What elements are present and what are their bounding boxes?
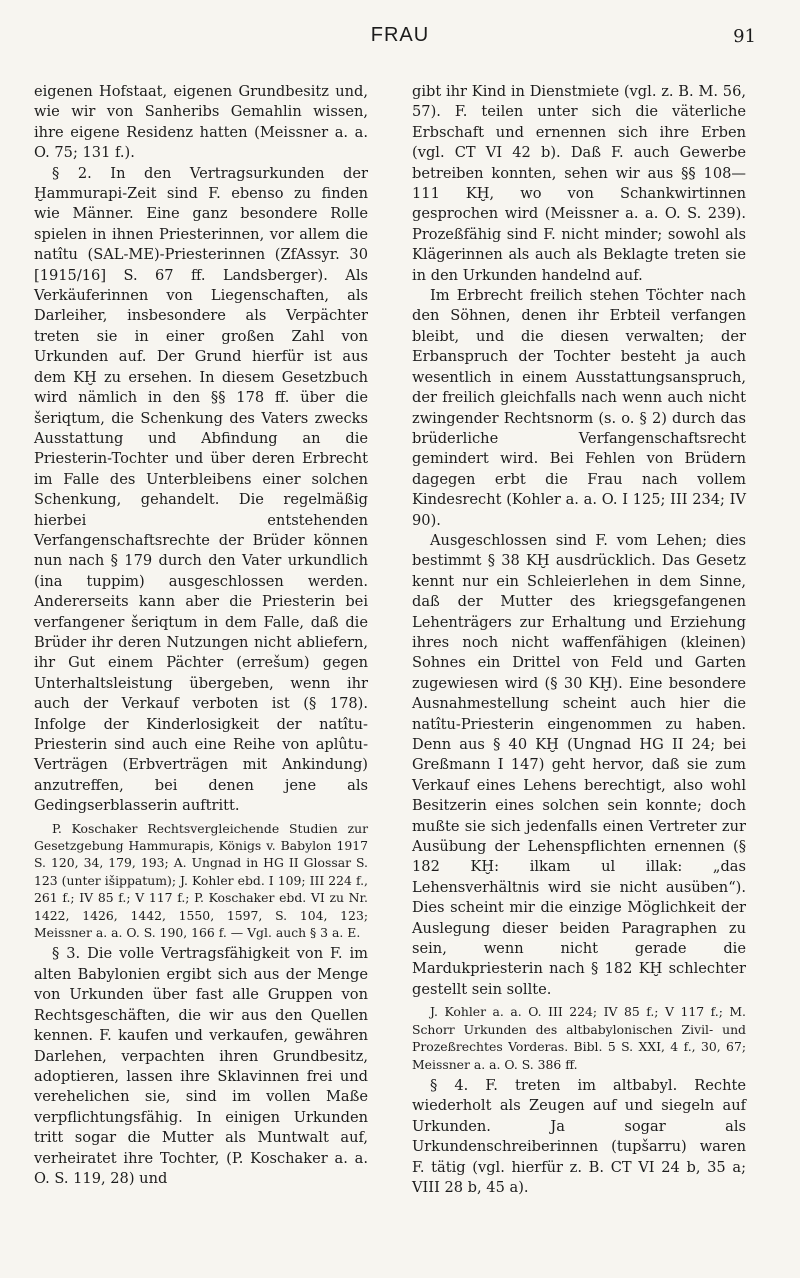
running-head: FRAU bbox=[370, 24, 430, 46]
paragraph: eigenen Hofstaat, eigenen Grundbesitz und, wie wir von Sanheribs Gemahlin wissen, ihre eigene Residenz hatten (Meissner a. a. O. 75; 131 f.). bbox=[34, 83, 368, 162]
page-number: 91 bbox=[733, 26, 756, 47]
left-column bbox=[34, 82, 368, 1189]
paragraph: Ausgeschlossen sind F. vom Lehen; dies bestimmt § 38 KḪ ausdrücklich. Das Gesetz kennt nur ein Schleierlehen in dem Sinne, daß der Mutter des kriegsgefangenen Lehenträgers zur Erhaltung und Erziehung ihres noch nicht waffenfähigen (kleinen) Sohnes ein Drittel von Feld und Garten zugewiesen wird (§ 30 KḪ). Eine besondere Ausnahmestellung scheint auch hier die natîtu-Priesterin eingenommen zu haben. Denn aus § 40 KḪ (Ungnad HG II 24; bei Greßmann I 147) geht hervor, daß sie zum Verkauf eines Lehens berechtigt, also wohl Besitzerin eines solchen sein konnte; doch mußte sie sich jedenfalls einen Vertreter zur Ausübung der Lehenspflichten ernennen (§ 182 KḪ: ilkam ul illak: „das Lehensverhältnis wird sie nicht ausüben“). Dies scheint mir die einzige Möglichkeit der Auslegung dieser beiden Paragraphen zu sein, wenn nicht gerade die Mardukpriesterin nach § 182 KḪ schlechter gestellt sein sollte. bbox=[412, 531, 746, 998]
paragraph: § 4. F. treten im altbabyl. Rechte wiederholt als Zeugen auf und siegeln auf Urkunden. Ja sogar als Urkundenschreiberinnen (tupšarru) waren F. tätig (vgl. hierfür z. B. CT VI 24 b, 35 a; VIII 28 b, 45 a). bbox=[412, 1076, 746, 1196]
bibliography-note: P. Koschaker Rechtsvergleichende Studien zur Gesetzgebung Hammurapis, Königs v. Babylon 1917 S. 120, 34, 179, 193; A. Ungnad in HG II Glossar S. 123 (unter išippatum); J. Kohler ebd. I 109; III 224 f., 261 f.; IV 85 f.; V 117 f.; P. Koschaker ebd. VI zu Nr. 1422, 1426, 1442, 1550, 1597, S. 104, 123; Meissner a. a. O. S. 190, 166 f. — Vgl. auch § 3 a. E. bbox=[34, 820, 368, 941]
paragraph: § 2. In den Vertragsurkunden der Ḫammurapi-Zeit sind F. ebenso zu finden wie Männer. Eine ganz besondere Rolle spielen in ihnen Priesterinnen, vor allem die natîtu (SAL-ME)-Priesterinnen (ZfAssyr. 30 [1915/16] S. 67 ff. Landsberger). Als Verkäuferinnen von Liegenschaften, als Darleiher, insbesondere als Verpächter treten sie in einer großen Zahl von Urkunden auf. Der Grund hierfür ist aus dem KḪ zu ersehen. In diesem Gesetzbuch wird nämlich in den §§ 178 ff. über die šeriqtum, die Schenkung des Vaters zwecks Ausstattung und Abfindung an die Priesterin-Tochter und über deren Erbrecht im Falle des Unterbleibens einer solchen Schenkung, gehandelt. Die regelmäßig hierbei entstehenden Verfangenschaftsrechte der Brüder können nun nach § 179 durch den Vater urkundlich (ina tuppim) ausgeschlossen werden. Andererseits kann aber die Priesterin bei verfangener šeriqtum in dem Falle, daß die Brüder ihr deren Nutzungen nicht abliefern, ihr Gut einem Pächter (errešum) gegen Unterhaltsleistung übergeben, wenn ihr auch der Verkauf verboten ist (§ 178). Infolge der Kinderlosigkeit der natîtu-Priesterin sind auch eine Reihe von aplûtu-Verträgen (Erbverträgen mit Ankindung) anzutreffen, bei denen jene als Gedingserblasserin auftritt. bbox=[34, 164, 368, 815]
paragraph: § 3. Die volle Vertragsfähigkeit von F. im alten Babylonien ergibt sich aus der Menge von Urkunden über fast alle Gruppen von Rechtsgeschäften, die wir aus den Quellen kennen. F. kaufen und verkaufen, gewähren Darlehen, verpachten ihren Grundbesitz, adoptieren, lassen ihre Sklavinnen frei und verehelichen sie, sind im vollen Maße verpflichtungsfähig. In einigen Urkunden tritt sogar die Mutter als Muntwalt auf, verheiratet ihre Tochter, (P. Koschaker a. a. O. S. 119, 28) und bbox=[34, 945, 368, 1187]
paragraph: Im Erbrecht freilich stehen Töchter nach den Söhnen, denen ihr Erbteil verfangen bleibt, und die diesen verwalten; der Erbanspruch der Tochter besteht ja auch wesentlich in einem Ausstattungsanspruch, der freilich gleichfalls nach wenn auch nicht zwingender Rechtsnorm (s. o. § 2) durch das brüderliche Verfangenschaftsrecht gemindert wird. Bei Fehlen von Brüdern dagegen erbt die Frau nach vollem Kindesrecht (Kohler a. a. O. I 125; III 234; IV 90). bbox=[412, 287, 746, 529]
page-header bbox=[0, 24, 800, 54]
bibliography-note: J. Kohler a. a. O. III 224; IV 85 f.; V 117 f.; M. Schorr Urkunden des altbabylonischen Zivil- und Prozeßrechtes Vorderas. Bibl. 5 S. XXI, 4 f., 30, 67; Meissner a. a. O. S. 386 ff. bbox=[412, 1004, 746, 1072]
right-column bbox=[412, 82, 746, 1198]
paragraph: gibt ihr Kind in Dienstmiete (vgl. z. B. M. 56, 57). F. teilen unter sich die väterliche Erbschaft und ernennen sich ihre Erben (vgl. CT VI 42 b). Daß F. auch Gewerbe betreiben konnten, sehen wir aus §§ 108—111 KḪ, wo von Schankwirtinnen gesprochen wird (Meissner a. a. O. S. 239). Prozeßfähig sind F. nicht minder; sowohl als Klägerinnen als auch als Beklagte treten sie in den Urkunden handelnd auf. bbox=[412, 83, 746, 284]
